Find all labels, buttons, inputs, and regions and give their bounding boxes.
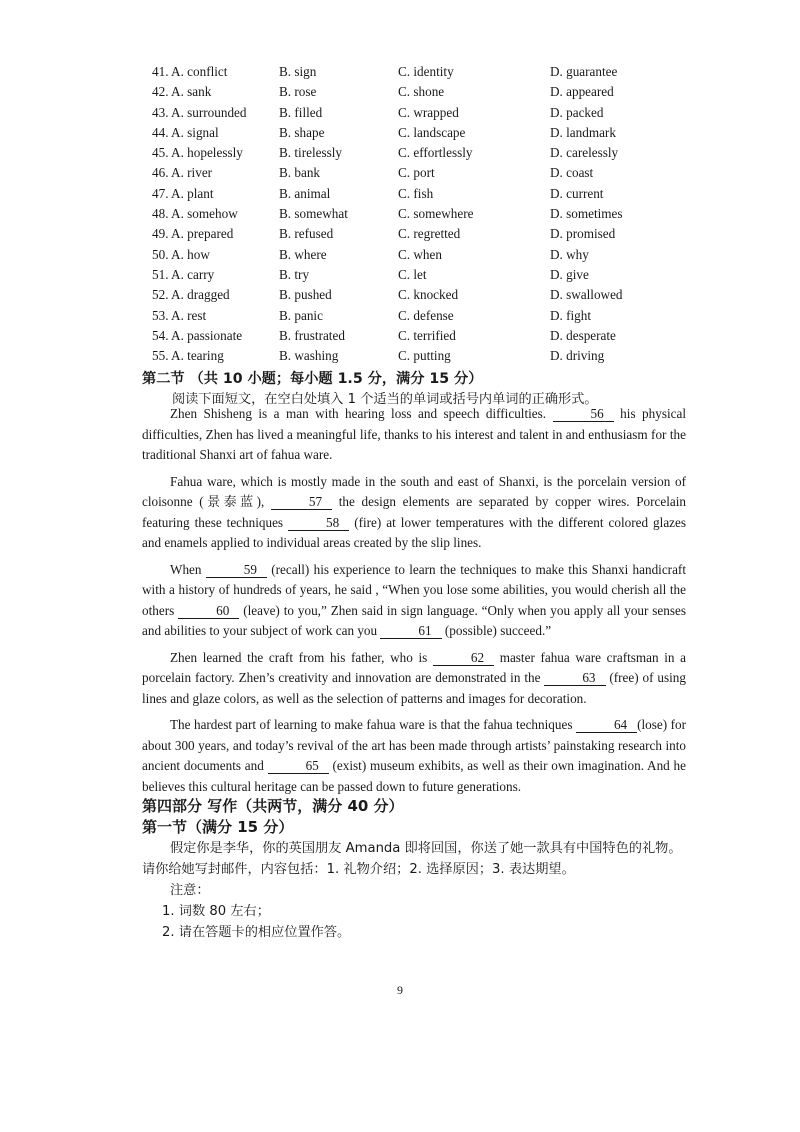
passage-text: master fahua ware craftsman in a porcelain factory. Zhen’s creativity and innovation are demonstrated in the [142,649,686,685]
option-b: B. pushed [279,287,332,303]
passage-text: Zhen Shisheng is a man with hearing loss and speech difficulties. [170,406,553,421]
passage-text: the design elements are separated by copper wires. Porcelain featuring these techniques [142,494,687,530]
option-c: C. let [398,266,427,282]
option-b: B. sign [279,64,317,79]
option-row [152,224,672,244]
passage-text: (exist) museum exhibits, as well as their own imagination. And he believes this cultural heritage can be passed down to future generations. [142,758,686,794]
option-b: B. refused [279,226,334,242]
option-row [152,245,672,265]
option-c: C. somewhere [398,206,474,222]
option-c: C. identity [398,64,454,79]
option-d: D. why [550,246,589,262]
option-d: D. desperate [550,327,616,343]
option-a: 49. A. prepared [152,226,234,242]
option-row [152,326,672,346]
option-a: 53. A. rest [152,307,207,323]
blank-59: 59 [206,562,267,578]
passage-paragraph [142,560,686,642]
option-b: B. where [279,246,327,262]
option-d: D. give [550,266,589,282]
passage-text: When [170,561,206,577]
blank-64: 64 [576,717,637,733]
option-a: 54. A. passionate [152,327,243,343]
option-d: D. driving [550,348,605,364]
section2-instruction: 阅读下面短文，在空白处填入 1 个适当的单词或括号内单词的正确形式。 [172,392,598,407]
option-row [152,143,672,163]
writing-task [142,838,702,943]
option-b: B. bank [279,165,321,181]
option-row [152,285,672,305]
option-c: C. effortlessly [398,145,473,161]
option-c: C. fish [398,185,434,201]
option-b: B. panic [279,307,323,323]
passage-text: (lose) for about 300 years, and today’s revival of the art has been made through artists’ painstaking research into ancient documents and [142,717,686,773]
option-d: D. appeared [550,84,614,100]
option-a: 50. A. how [152,246,210,262]
section1-heading: 第一节（满分 15 分） [142,818,294,836]
option-a: 51. A. carry [152,266,215,282]
option-a: 52. A. dragged [152,287,230,303]
note-item: 1. 词数 80 左右； [162,904,270,919]
blank-60: 60 [178,603,239,619]
option-row [152,163,672,183]
passage-paragraph [142,472,686,554]
option-a: 55. A. tearing [152,348,224,364]
option-d: D. landmark [550,124,616,140]
passage-text: (recall) his experience to learn the techniques to make this Shanxi handicraft with a history of hundreds of years, he said , “When you lose some abilities, you would cherish all the others [142,561,686,618]
option-row [152,184,672,204]
passage-paragraph [142,404,686,466]
passage-text: his physical difficulties, Zhen has lived a meaningful life, thanks to his interest and talent in and enthusiasm for the traditional Shanxi art of fahua ware. [142,406,686,462]
blank-57: 57 [271,494,332,510]
option-c: C. regretted [398,226,461,242]
passage-text: (leave) to you,” Zhen said in sign language. “Only when you apply all your senses and abilities to your subject of work can you [142,602,686,638]
option-row [152,265,672,285]
option-b: B. washing [279,348,339,364]
task-prompt-line: 假定你是李华，你的英国朋友 Amanda 即将回国，你送了她一款具有中国特色的礼物。 [170,841,682,856]
passage-text: (free) of using lines and glaze colors, as well as the selection of patterns and images for decoration. [142,670,686,706]
option-a: 46. A. river [152,165,213,181]
option-a: 45. A. hopelessly [152,145,243,161]
option-d: D. promised [550,226,616,242]
option-row [152,103,672,123]
blank-56: 56 [553,406,614,422]
option-c: C. terrified [398,327,456,343]
option-a: 44. A. signal [152,124,219,140]
task-prompt-line: 请你给她写封邮件，内容包括：1. 礼物介绍；2. 选择原因；3. 表达期望。 [142,862,575,877]
option-b: B. tirelessly [279,145,343,161]
option-b: B. frustrated [279,327,345,343]
blank-58: 58 [288,515,349,531]
option-b: B. rose [279,84,317,100]
option-b: B. shape [279,124,325,140]
option-a: 43. A. surrounded [152,104,247,120]
option-d: D. carelessly [550,145,619,161]
section2-heading: 第二节 （共 10 小题；每小题 1.5 分，满分 15 分） [142,371,483,387]
option-row [152,204,672,224]
option-d: D. coast [550,165,594,181]
blank-65: 65 [268,758,329,774]
note-item: 2. 请在答题卡的相应位置作答。 [162,925,351,940]
option-c: C. wrapped [398,104,459,120]
passage-text: The hardest part of learning to make fahua ware is that the fahua techniques [170,717,576,732]
option-c: C. defense [398,307,454,323]
options-table [152,62,672,366]
note-label: 注意： [170,883,210,898]
option-row [152,346,672,366]
option-c: C. shone [398,84,445,100]
option-row [152,82,672,102]
option-b: B. somewhat [279,206,348,222]
option-d: D. fight [550,307,592,323]
passage-paragraph [142,648,686,710]
part4-heading: 第四部分 写作（共两节，满分 40 分） [142,797,404,815]
option-d: D. current [550,185,604,201]
option-c: C. putting [398,348,451,364]
passage-paragraph [142,715,686,797]
blank-61: 61 [380,623,441,639]
option-a: 41. A. conflict [152,64,228,79]
option-b: B. filled [279,104,323,120]
reading-passage [142,404,686,803]
option-a: 48. A. somehow [152,206,238,222]
option-a: 47. A. plant [152,185,214,201]
option-a: 42. A. sank [152,84,212,100]
option-d: D. sometimes [550,206,623,222]
passage-text: Zhen learned the craft from his father, who is [170,649,433,665]
passage-text: (fire) at lower temperatures with the different colored glazes and enamels applied to individual areas created by the slip lines. [142,514,687,550]
option-d: D. guarantee [550,64,618,79]
option-b: B. try [279,266,310,282]
blank-62: 62 [433,650,494,666]
option-d: D. packed [550,104,604,120]
option-row [152,306,672,326]
passage-text: Fahua ware, which is mostly made in the south and east of Shanxi, is the porcelain version of cloisonne (景泰蓝), [142,473,686,509]
passage-text: (possible) succeed.” [441,623,552,638]
option-row [152,123,672,143]
option-c: C. landscape [398,124,466,140]
option-c: C. port [398,165,435,181]
option-b: B. animal [279,185,331,201]
option-row [152,62,672,82]
option-c: C. knocked [398,287,459,303]
page-number: 9 [397,983,403,997]
blank-63: 63 [544,670,605,686]
option-d: D. swallowed [550,287,623,303]
option-c: C. when [398,246,442,262]
